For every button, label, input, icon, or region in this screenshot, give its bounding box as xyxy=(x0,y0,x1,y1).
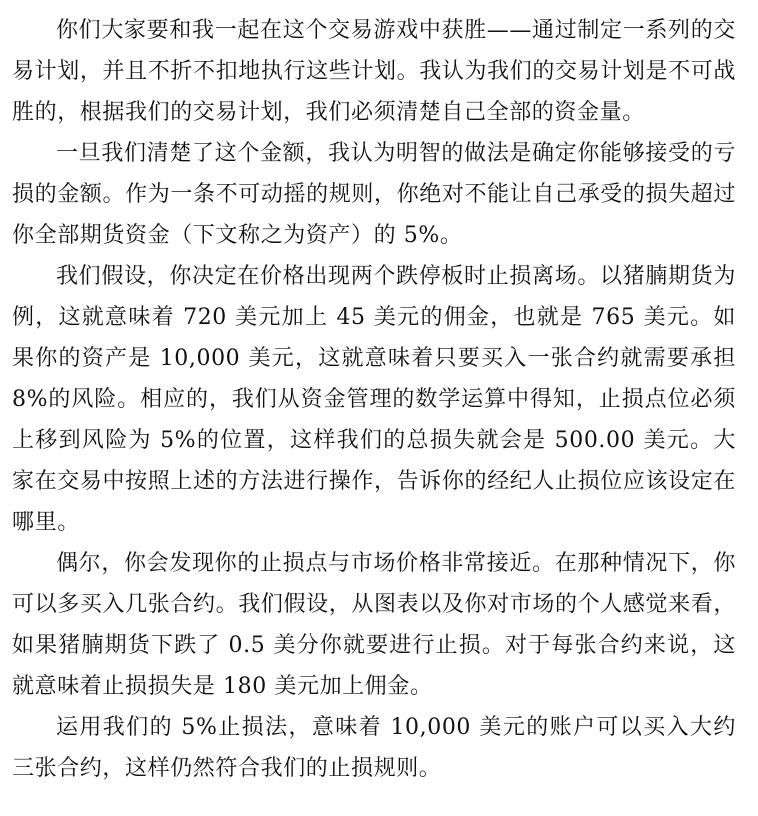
paragraph-2: 一旦我们清楚了这个金额，我认为明智的做法是确定你能够接受的亏损的金额。作为一条不可动摇的规则，你绝对不能让自己承受的损失超过你全部期货资金（下文称之为资产）的 5%。 xyxy=(12,141,736,248)
paragraph-1: 你们大家要和我一起在这个交易游戏中获胜——通过制定一系列的交易计划，并且不折不扣地执行这些计划。我认为我们的交易计划是不可战胜的，根据我们的交易计划，我们必须清楚自己全部的资金量。 xyxy=(12,18,736,125)
paragraph-5: 运用我们的 5%止损法，意味着 10,000 美元的账户可以买入大约三张合约，这样仍然符合我们的止损规则。 xyxy=(12,715,736,781)
paragraph-3: 我们假设，你决定在价格出现两个跌停板时止损离场。以猪腩期货为例，这就意味着 720 美元加上 45 美元的佣金，也就是 765 美元。如果你的资产是 10,000 美元，这就意味着只要买入一张合约就需要承担 8%的风险。相应的，我们从资金管理的数学运算中得知，止损点位必须上移到风险为 5%的位置，这样我们的总损失就会是 500.00 美元。大家在交易中按照上述的方法进行操作，告诉你的经纪人止损位应该设定在哪里。 xyxy=(12,264,736,535)
paragraph-4: 偶尔，你会发现你的止损点与市场价格非常接近。在那种情况下，你可以多买入几张合约。我们假设，从图表以及你对市场的个人感觉来看，如果猪腩期货下跌了 0.5 美分你就要进行止损。对于每张合约来说，这就意味着止损损失是 180 美元加上佣金。 xyxy=(12,551,736,699)
